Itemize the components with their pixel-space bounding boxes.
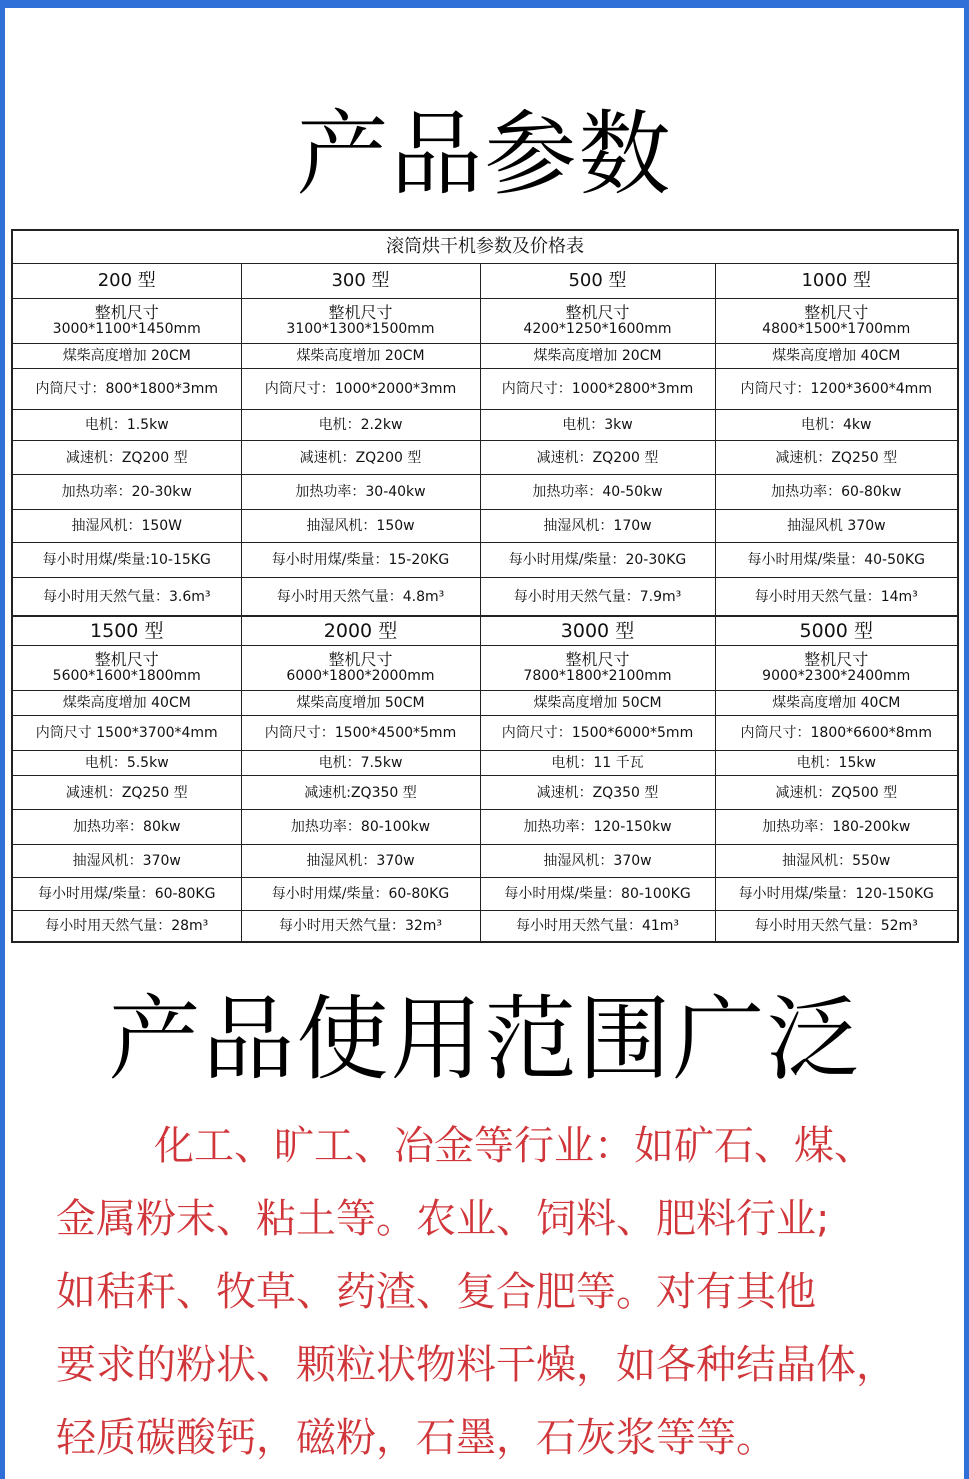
coal-cell: 每小时用煤/柴量：60-80KG bbox=[241, 878, 480, 911]
gas-cell: 每小时用天然气量：4.8m³ bbox=[241, 578, 480, 617]
size-label: 整机尺寸 bbox=[804, 650, 869, 669]
inner-cell: 内筒尺寸：1200*3600*4mm bbox=[715, 369, 958, 410]
usage-line: 化工、旷工、冶金等行业：如矿石、煤、 bbox=[154, 1123, 874, 1169]
table-caption: 滚筒烘干机参数及价格表 bbox=[12, 230, 958, 264]
heating-cell: 加热功率：80-100kw bbox=[241, 810, 480, 845]
heating-cell: 加热功率：120-150kw bbox=[480, 810, 715, 845]
size-value: 5600*1600*1800mm bbox=[52, 668, 201, 684]
fan-cell: 抽湿风机：170w bbox=[480, 510, 715, 543]
reducer-cell: 减速机：ZQ250 型 bbox=[12, 776, 241, 810]
heating-cell: 加热功率：30-40kw bbox=[241, 475, 480, 510]
size-cell bbox=[12, 646, 241, 691]
fan-cell: 抽湿风机：370w bbox=[480, 845, 715, 878]
size-cell bbox=[715, 299, 958, 344]
heating-cell: 加热功率：20-30kw bbox=[12, 475, 241, 510]
gas-cell: 每小时用天然气量：14m³ bbox=[715, 578, 958, 617]
coal-cell: 每小时用煤/柴量:10-15KG bbox=[12, 543, 241, 578]
coal-cell: 每小时用煤/柴量：40-50KG bbox=[715, 543, 958, 578]
height-cell: 煤柴高度增加 40CM bbox=[715, 691, 958, 716]
reducer-cell: 减速机:ZQ350 型 bbox=[241, 776, 480, 810]
gas-cell: 每小时用天然气量：28m³ bbox=[12, 911, 241, 943]
model-header: 5000 型 bbox=[715, 616, 958, 646]
inner-cell: 内筒尺寸：1800*6600*8mm bbox=[715, 716, 958, 751]
heating-cell: 加热功率：80kw bbox=[12, 810, 241, 845]
model-header: 300 型 bbox=[241, 264, 480, 299]
model-header: 200 型 bbox=[12, 264, 241, 299]
model-header: 1000 型 bbox=[715, 264, 958, 299]
height-cell: 煤柴高度增加 40CM bbox=[12, 691, 241, 716]
size-value: 4200*1250*1600mm bbox=[523, 321, 672, 337]
coal-cell: 每小时用煤/柴量：120-150KG bbox=[715, 878, 958, 911]
usage-line: 金属粉末、粘土等。农业、饲料、肥料行业; bbox=[56, 1196, 830, 1242]
heating-cell: 加热功率：40-50kw bbox=[480, 475, 715, 510]
reducer-cell: 减速机：ZQ200 型 bbox=[241, 441, 480, 475]
fan-cell: 抽湿风机 370w bbox=[715, 510, 958, 543]
gas-cell: 每小时用天然气量：3.6m³ bbox=[12, 578, 241, 617]
size-cell bbox=[241, 646, 480, 691]
size-cell bbox=[715, 646, 958, 691]
size-label: 整机尺寸 bbox=[94, 303, 159, 322]
fan-cell: 抽湿风机：150W bbox=[12, 510, 241, 543]
motor-cell: 电机：15kw bbox=[715, 751, 958, 776]
coal-cell: 每小时用煤/柴量：80-100KG bbox=[480, 878, 715, 911]
height-cell: 煤柴高度增加 20CM bbox=[480, 344, 715, 369]
fan-cell: 抽湿风机：370w bbox=[241, 845, 480, 878]
fan-cell: 抽湿风机：370w bbox=[12, 845, 241, 878]
size-cell bbox=[241, 299, 480, 344]
usage-title: 产品使用范围广泛 bbox=[108, 986, 861, 1093]
coal-cell: 每小时用煤/柴量：20-30KG bbox=[480, 543, 715, 578]
model-header: 500 型 bbox=[480, 264, 715, 299]
motor-cell: 电机：5.5kw bbox=[12, 751, 241, 776]
motor-cell: 电机：2.2kw bbox=[241, 410, 480, 441]
height-cell: 煤柴高度增加 20CM bbox=[241, 344, 480, 369]
gas-cell: 每小时用天然气量：52m³ bbox=[715, 911, 958, 943]
size-label: 整机尺寸 bbox=[328, 650, 393, 669]
size-value: 3000*1100*1450mm bbox=[52, 321, 201, 337]
inner-cell: 内筒尺寸：1000*2000*3mm bbox=[241, 369, 480, 410]
usage-line: 如秸秆、牧草、药渣、复合肥等。对有其他 bbox=[56, 1269, 816, 1315]
heating-cell: 加热功率：60-80kw bbox=[715, 475, 958, 510]
inner-cell: 内筒尺寸：800*1800*3mm bbox=[12, 369, 241, 410]
reducer-cell: 减速机：ZQ250 型 bbox=[715, 441, 958, 475]
size-value: 9000*2300*2400mm bbox=[762, 668, 911, 684]
motor-cell: 电机：7.5kw bbox=[241, 751, 480, 776]
size-label: 整机尺寸 bbox=[804, 303, 869, 322]
height-cell: 煤柴高度增加 50CM bbox=[241, 691, 480, 716]
motor-cell: 电机：3kw bbox=[480, 410, 715, 441]
motor-cell: 电机：1.5kw bbox=[12, 410, 241, 441]
model-header: 3000 型 bbox=[480, 616, 715, 646]
inner-cell: 内筒尺寸：1500*4500*5mm bbox=[241, 716, 480, 751]
height-cell: 煤柴高度增加 40CM bbox=[715, 344, 958, 369]
coal-cell: 每小时用煤/柴量：15-20KG bbox=[241, 543, 480, 578]
size-cell bbox=[12, 299, 241, 344]
gas-cell: 每小时用天然气量：32m³ bbox=[241, 911, 480, 943]
reducer-cell: 减速机：ZQ350 型 bbox=[480, 776, 715, 810]
inner-cell: 内筒尺寸：1500*6000*5mm bbox=[480, 716, 715, 751]
motor-cell: 电机：4kw bbox=[715, 410, 958, 441]
size-cell bbox=[480, 646, 715, 691]
usage-description bbox=[56, 1110, 936, 1475]
page-title: 产品参数 bbox=[296, 101, 673, 208]
fan-cell: 抽湿风机：150w bbox=[241, 510, 480, 543]
size-value: 7800*1800*2100mm bbox=[523, 668, 672, 684]
motor-cell: 电机：11 千瓦 bbox=[480, 751, 715, 776]
height-cell: 煤柴高度增加 20CM bbox=[12, 344, 241, 369]
fan-cell: 抽湿风机：550w bbox=[715, 845, 958, 878]
heating-cell: 加热功率：180-200kw bbox=[715, 810, 958, 845]
reducer-cell: 减速机：ZQ200 型 bbox=[480, 441, 715, 475]
height-cell: 煤柴高度增加 50CM bbox=[480, 691, 715, 716]
inner-cell: 内筒尺寸：1000*2800*3mm bbox=[480, 369, 715, 410]
size-label: 整机尺寸 bbox=[565, 303, 630, 322]
reducer-cell: 减速机：ZQ200 型 bbox=[12, 441, 241, 475]
reducer-cell: 减速机：ZQ500 型 bbox=[715, 776, 958, 810]
model-header: 1500 型 bbox=[12, 616, 241, 646]
usage-line: 轻质碳酸钙，磁粉，石墨，石灰浆等等。 bbox=[56, 1415, 776, 1461]
inner-cell: 内筒尺寸 1500*3700*4mm bbox=[12, 716, 241, 751]
usage-line: 要求的粉状、颗粒状物料干燥，如各种结晶体， bbox=[56, 1342, 896, 1388]
size-label: 整机尺寸 bbox=[94, 650, 159, 669]
size-value: 6000*1800*2000mm bbox=[286, 668, 435, 684]
size-label: 整机尺寸 bbox=[565, 650, 630, 669]
model-header: 2000 型 bbox=[241, 616, 480, 646]
spec-table bbox=[11, 229, 959, 943]
coal-cell: 每小时用煤/柴量：60-80KG bbox=[12, 878, 241, 911]
size-label: 整机尺寸 bbox=[328, 303, 393, 322]
size-cell bbox=[480, 299, 715, 344]
size-value: 4800*1500*1700mm bbox=[762, 321, 911, 337]
gas-cell: 每小时用天然气量：7.9m³ bbox=[480, 578, 715, 617]
gas-cell: 每小时用天然气量：41m³ bbox=[480, 911, 715, 943]
size-value: 3100*1300*1500mm bbox=[286, 321, 435, 337]
